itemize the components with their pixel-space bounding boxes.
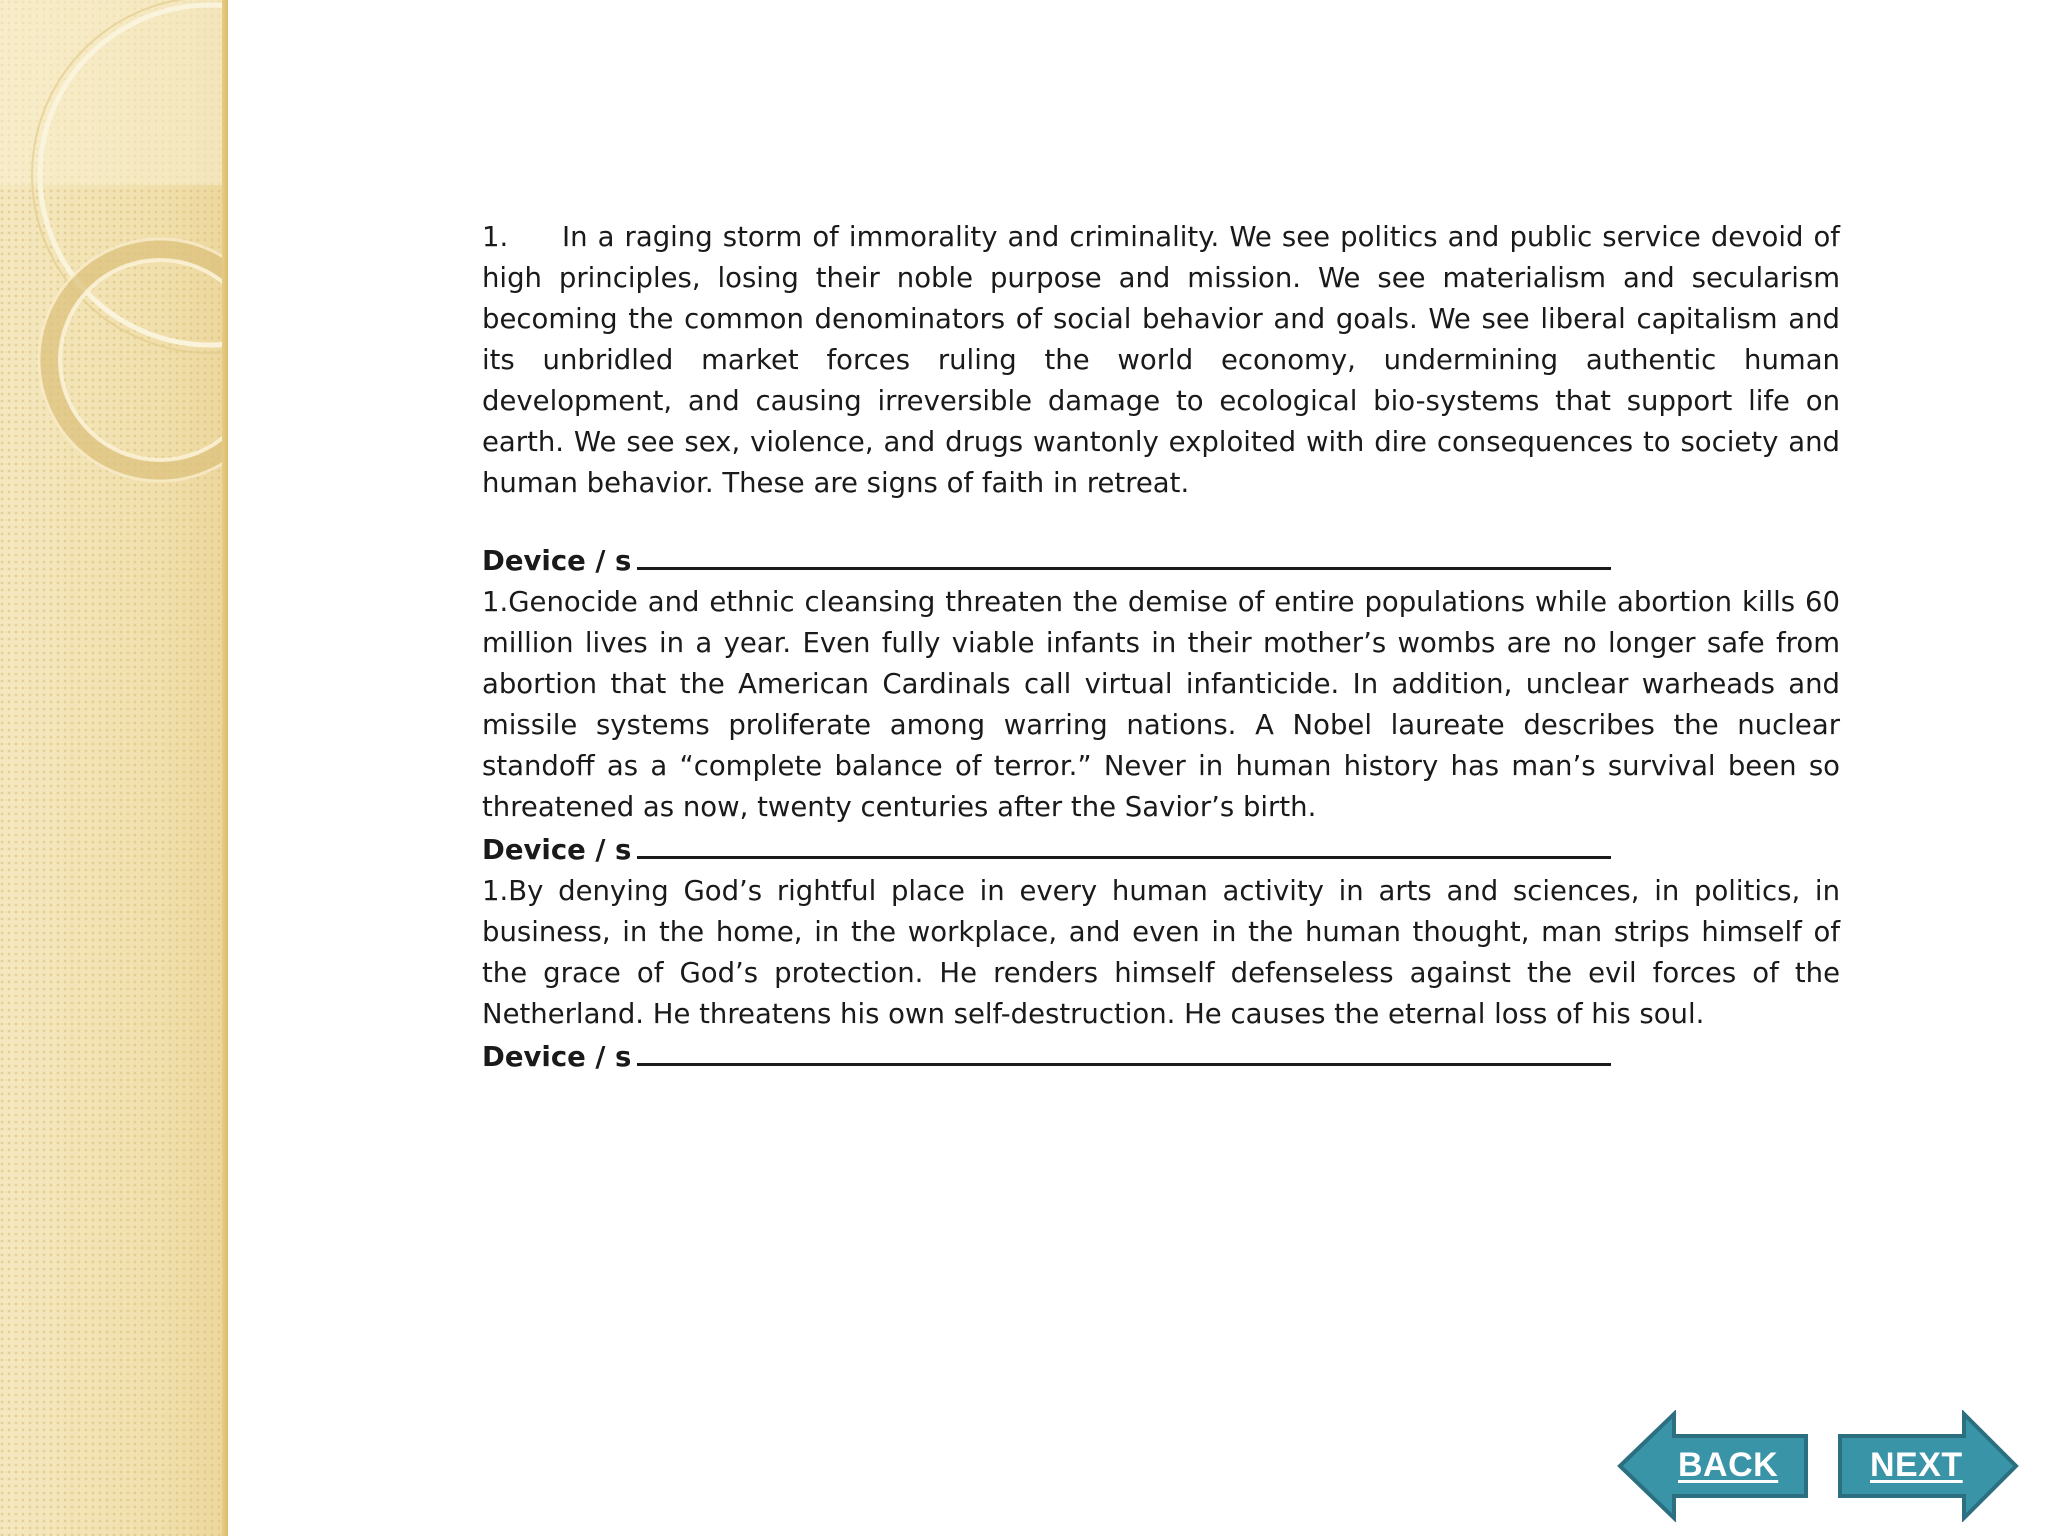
paragraph-number: 1.: [482, 221, 509, 253]
device-label: Device / s: [482, 545, 632, 577]
device-label: Device / s: [482, 1041, 632, 1073]
content-area: [482, 217, 1840, 1078]
decorative-sidebar: [0, 0, 228, 1536]
device-answer-line-2: [482, 828, 1840, 871]
next-label: NEXT: [1870, 1446, 1963, 1484]
device-answer-line-3: [482, 1035, 1840, 1078]
back-label: BACK: [1678, 1446, 1779, 1484]
next-button[interactable]: [1836, 1410, 2020, 1522]
answer-blank-3[interactable]: [637, 1035, 1611, 1066]
device-label: Device / s: [482, 834, 632, 866]
answer-blank-2[interactable]: [637, 828, 1611, 859]
decorative-rings: [0, 0, 228, 520]
paragraph-text: 1.By denying God’s rightful place in every human activity in arts and sciences, in politics, in business, in the home, in the workplace, and even in the human thought, man strips himself of the grace of God’s protection. He renders himself defenseless against the evil forces of the Netherland. He threatens his own self-destruction. He causes the eternal loss of his soul.: [482, 875, 1840, 1030]
paragraph-text: 1.Genocide and ethnic cleansing threaten the demise of entire populations while abortion kills 60 million lives in a year. Even fully viable infants in their mother’s wombs are no longer safe from abortion that the American Cardinals call virtual infanticide. In addition, unclear warheads and missile systems proliferate among warring nations. A Nobel laureate describes the nuclear standoff as a “complete balance of terror.” Never in human history has man’s survival been so threatened as now, twenty centuries after the Savior’s birth.: [482, 586, 1840, 823]
paragraph-2: [482, 582, 1840, 828]
back-button[interactable]: [1616, 1410, 1812, 1522]
paragraph-3: [482, 871, 1840, 1035]
paragraph-1: [482, 217, 1840, 504]
paragraph-text: In a raging storm of immorality and criminality. We see politics and public service devoid of high principles, losing their noble purpose and mission. We see materialism and secularism becoming the common denominators of social behavior and goals. We see liberal capitalism and its unbridled market forces ruling the world economy, undermining authentic human development, and causing irreversible damage to ecological bio-systems that support life on earth. We see sex, violence, and drugs wantonly exploited with dire consequences to society and human behavior. These are signs of faith in retreat.: [482, 221, 1840, 499]
answer-blank-1[interactable]: [637, 539, 1611, 570]
sidebar-edge: [222, 0, 228, 1536]
device-answer-line-1: [482, 539, 1840, 582]
